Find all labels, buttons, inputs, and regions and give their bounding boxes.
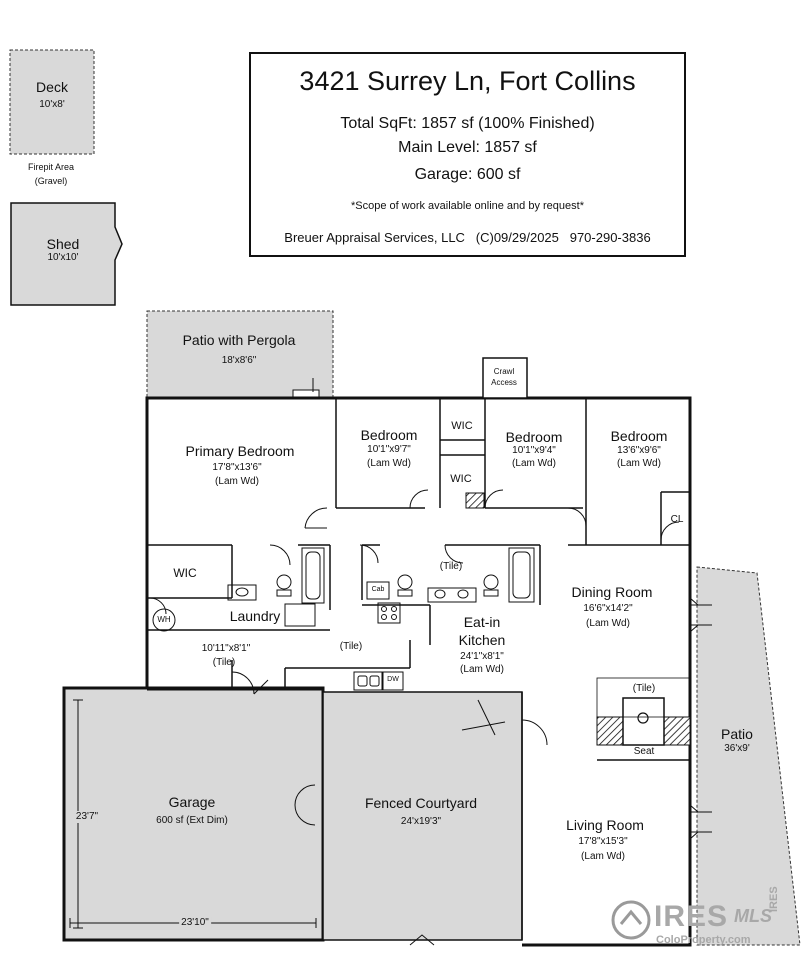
dishwasher-label: DW bbox=[387, 676, 399, 683]
shed-label: Shed bbox=[46, 236, 80, 252]
courtyard-dim: 24'x19'3" bbox=[400, 816, 442, 827]
laundry-label: Laundry bbox=[229, 608, 281, 624]
ires-watermark bbox=[608, 886, 803, 954]
scope-note: *Scope of work available online and by request* bbox=[351, 200, 584, 212]
closet-label: CL bbox=[670, 514, 684, 525]
bedroom-1-dim: 10'1"x9'7" bbox=[367, 444, 411, 455]
garage-dim: 600 sf (Ext Dim) bbox=[156, 815, 228, 826]
kitchen-dim: 24'1"x8'1" bbox=[460, 651, 504, 662]
ires-logo-icon bbox=[613, 902, 649, 938]
patio-dim: 36'x9' bbox=[724, 743, 750, 754]
living-room-floor: (Lam Wd) bbox=[581, 851, 625, 862]
garage-label: Garage bbox=[168, 794, 216, 810]
pergola-label: Patio with Pergola bbox=[182, 332, 296, 348]
crawl-access-label: Crawl bbox=[493, 367, 515, 376]
wic-lower-label: WIC bbox=[450, 473, 472, 485]
shed-dim: 10'x10' bbox=[47, 252, 79, 263]
kitchen-floor: (Lam Wd) bbox=[460, 664, 504, 675]
patio-label: Patio bbox=[721, 726, 753, 742]
appraiser-footer: Breuer Appraisal Services, LLC (C)09/29/2025 970-290-3836 bbox=[284, 230, 651, 245]
deck-dim: 10'x8' bbox=[39, 99, 65, 110]
living-room-label: Living Room bbox=[566, 817, 644, 833]
bath-floor: (Tile) bbox=[439, 561, 463, 572]
bedroom-2-label: Bedroom bbox=[505, 429, 563, 445]
bedroom-3-label: Bedroom bbox=[610, 428, 668, 444]
bedroom-3-floor: (Lam Wd) bbox=[617, 458, 661, 469]
garage-width-dim: 23'10" bbox=[181, 917, 209, 928]
bedroom-2-floor: (Lam Wd) bbox=[512, 458, 556, 469]
bedroom-1-floor: (Lam Wd) bbox=[367, 458, 411, 469]
kitchen-label-2: Kitchen bbox=[458, 632, 506, 648]
bedroom-3-dim: 13'6"x9'6" bbox=[617, 445, 661, 456]
garage-height-dim: 23'7" bbox=[75, 811, 99, 822]
firepit-label: Firepit Area bbox=[27, 162, 75, 172]
patio-shape bbox=[697, 567, 800, 945]
deck-label: Deck bbox=[36, 79, 68, 95]
firepit-material: (Gravel) bbox=[34, 176, 68, 186]
laundry-floor: (Tile) bbox=[212, 657, 236, 668]
primary-bedroom-floor: (Lam Wd) bbox=[215, 476, 259, 487]
living-room-dim: 17'8"x15'3" bbox=[578, 836, 628, 847]
seat-label: Seat bbox=[633, 746, 655, 757]
dining-room-floor: (Lam Wd) bbox=[586, 618, 630, 629]
primary-bedroom-label: Primary Bedroom bbox=[185, 443, 295, 459]
wic-upper-label: WIC bbox=[451, 420, 473, 432]
laundry-dim: 10'11"x8'1" bbox=[201, 643, 251, 654]
dining-room-dim: 16'6"x14'2" bbox=[583, 603, 633, 614]
fireplace-floor: (Tile) bbox=[632, 683, 656, 694]
primary-bedroom-dim: 17'8"x13'6" bbox=[212, 462, 262, 473]
dining-room-label: Dining Room bbox=[571, 584, 653, 600]
water-heater-label: WH bbox=[157, 615, 171, 624]
bedroom-1-label: Bedroom bbox=[360, 427, 418, 443]
garage-sqft: Garage: 600 sf bbox=[414, 166, 521, 183]
info-box bbox=[249, 52, 686, 257]
watermark-mls: MLS bbox=[734, 906, 772, 926]
courtyard-label: Fenced Courtyard bbox=[364, 795, 478, 811]
property-address: 3421 Surrey Ln, Fort Collins bbox=[299, 66, 636, 96]
garage-shape bbox=[64, 688, 323, 940]
watermark-site: ColoProperty.com bbox=[656, 934, 751, 946]
hall-floor: (Tile) bbox=[339, 641, 363, 652]
pergola-dim: 18'x8'6" bbox=[221, 355, 257, 366]
total-sqft: Total SqFt: 1857 sf (100% Finished) bbox=[340, 115, 595, 132]
bedroom-2-dim: 10'1"x9'4" bbox=[512, 445, 556, 456]
kitchen-label: Eat-in bbox=[463, 614, 501, 630]
crawl-access-label-2: Access bbox=[491, 378, 517, 387]
main-level-sqft: Main Level: 1857 sf bbox=[398, 139, 537, 156]
watermark-brand: IRES bbox=[654, 900, 729, 933]
watermark-side: IRES bbox=[768, 886, 780, 912]
cabinet-label: Cab bbox=[371, 586, 385, 593]
primary-wic-label: WIC bbox=[173, 566, 197, 580]
